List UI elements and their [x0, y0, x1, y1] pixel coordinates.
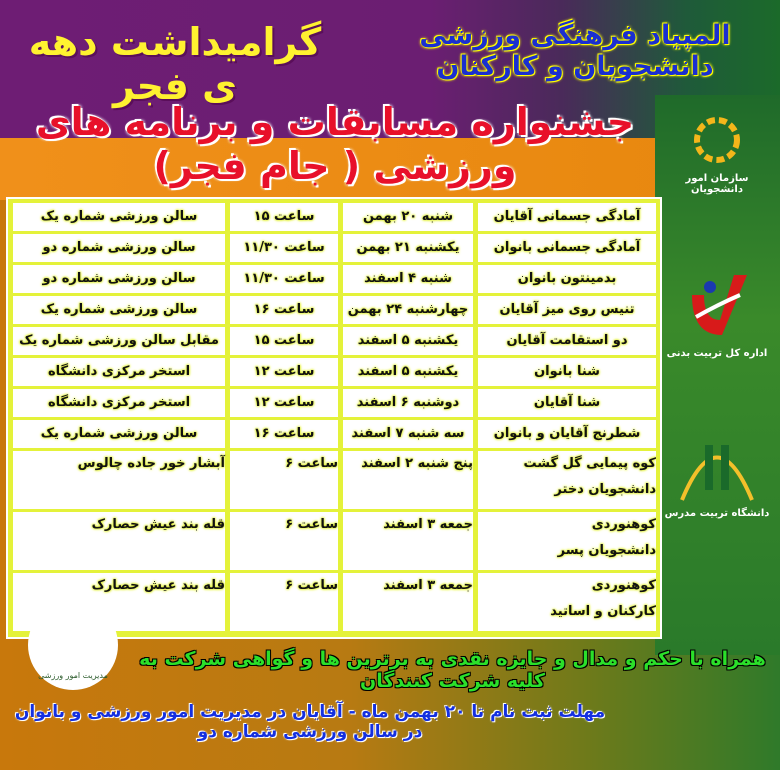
- activity-line: دانشجویان دختر: [554, 482, 656, 497]
- place-cell: سالن ورزشی شماره یک: [13, 296, 225, 324]
- university-logo: [662, 425, 772, 519]
- date-cell: جمعه ۳ اسفند: [343, 512, 473, 570]
- activity-cell: [478, 265, 656, 293]
- pe-emblem-icon: [682, 265, 752, 345]
- time-cell: ساعت ۱۶: [230, 296, 338, 324]
- activity-cell: [478, 451, 656, 509]
- table-row: [12, 420, 656, 448]
- date-cell: شنبه ۲۰ بهمن: [343, 203, 473, 231]
- date-cell: سه شنبه ۷ اسفند: [343, 420, 473, 448]
- pe-office-label: اداره کل تربیت بدنی: [666, 348, 768, 359]
- sports-mgmt-label: مدیریت امور ورزشی: [38, 671, 108, 680]
- place-cell: آبشار خور جاده چالوس: [13, 451, 225, 509]
- activity-cell: [478, 296, 656, 324]
- activity-cell: [478, 573, 656, 631]
- sports-mgmt-logo: [28, 600, 118, 690]
- place-cell: سالن ورزشی شماره دو: [13, 265, 225, 293]
- activity-cell: [478, 389, 656, 417]
- table-row: [12, 358, 656, 386]
- table-row: [12, 296, 656, 324]
- table-row: [12, 451, 656, 509]
- place-cell: سالن ورزشی شماره یک: [13, 203, 225, 231]
- time-cell: ساعت ۶: [230, 512, 338, 570]
- activity-cell: [478, 234, 656, 262]
- activity-line: بدمینتون بانوان: [517, 271, 617, 286]
- activity-line: کوه پیمایی گل گشت: [523, 456, 656, 471]
- place-cell: استخر مرکزی دانشگاه: [13, 358, 225, 386]
- students-org-logo: [662, 110, 772, 195]
- time-cell: ساعت ۱۱/۳۰: [230, 234, 338, 262]
- students-org-label: سازمان امور دانشجویان: [685, 173, 749, 195]
- date-cell: یکشنبه ۵ اسفند: [343, 358, 473, 386]
- place-cell: سالن ورزشی شماره یک: [13, 420, 225, 448]
- activity-cell: [478, 327, 656, 355]
- date-cell: دوشنبه ۶ اسفند: [343, 389, 473, 417]
- prizes-note: همراه با حکم و مدال و جایزه نقدی به برترین ها و گواهی شرکت به کلیه شرکت کنندگان: [139, 648, 766, 692]
- table-row: [12, 327, 656, 355]
- place-cell: سالن ورزشی شماره دو: [13, 234, 225, 262]
- date-cell: یکشنبه ۲۱ بهمن: [343, 234, 473, 262]
- table-row: [12, 389, 656, 417]
- date-cell: جمعه ۳ اسفند: [343, 573, 473, 631]
- activity-line: تنیس روی میز آقایان: [499, 302, 635, 317]
- activity-line: آمادگی جسمانی آقایان: [493, 209, 641, 224]
- activity-line: آمادگی جسمانی بانوان: [493, 240, 641, 255]
- pe-office-logo: [662, 265, 772, 359]
- schedule-table: [6, 197, 662, 639]
- date-cell: شنبه ۴ اسفند: [343, 265, 473, 293]
- activity-line: کوهنوردی: [591, 517, 656, 532]
- activity-line: شطرنج آقایان و بانوان: [493, 426, 641, 441]
- place-cell: قله بند عیش حصارک: [13, 512, 225, 570]
- activity-cell: [478, 420, 656, 448]
- date-cell: پنج شنبه ۲ اسفند: [343, 451, 473, 509]
- celebration-title: گرامیداشت دهه ی فجر: [28, 20, 322, 108]
- table-row: [12, 203, 656, 231]
- olympiad-title: المپیاد فرهنگی ورزشی دانشجویان و کارکنان: [419, 20, 731, 82]
- activity-cell: [478, 512, 656, 570]
- place-cell: مقابل سالن ورزشی شماره یک: [13, 327, 225, 355]
- activity-line: شنا بانوان: [534, 364, 600, 379]
- activity-cell: [478, 203, 656, 231]
- university-emblem-icon: [677, 425, 757, 505]
- time-cell: ساعت ۱۵: [230, 203, 338, 231]
- activity-line: کارکنان و اساتید: [550, 604, 656, 619]
- activity-cell: [478, 358, 656, 386]
- place-cell: قله بند عیش حصارک: [13, 573, 225, 631]
- activity-line: کوهنوردی: [591, 578, 656, 593]
- registration-note: مهلت ثبت نام تا ۲۰ بهمن ماه - آقایان در مدیریت امور ورزشی و بانوان در سالن ورزشی شماره دو: [14, 702, 606, 742]
- table-row: [12, 234, 656, 262]
- activity-line: دانشجویان پسر: [557, 543, 656, 558]
- time-cell: ساعت ۱۶: [230, 420, 338, 448]
- date-cell: چهارشنبه ۲۴ بهمن: [343, 296, 473, 324]
- time-cell: ساعت ۶: [230, 451, 338, 509]
- time-cell: ساعت ۱۵: [230, 327, 338, 355]
- time-cell: ساعت ۱۲: [230, 358, 338, 386]
- table-row: [12, 265, 656, 293]
- university-label: دانشگاه تربیت مدرس: [664, 508, 770, 519]
- time-cell: ساعت ۶: [230, 573, 338, 631]
- festival-title: جشنواره مسابقات و برنامه های ورزشی ( جام فجر): [35, 100, 635, 188]
- table-row: [12, 512, 656, 570]
- time-cell: ساعت ۱۲: [230, 389, 338, 417]
- time-cell: ساعت ۱۱/۳۰: [230, 265, 338, 293]
- date-cell: یکشنبه ۵ اسفند: [343, 327, 473, 355]
- sun-emblem-icon: [687, 110, 747, 170]
- activity-line: دو استقامت آقایان: [506, 333, 628, 348]
- place-cell: استخر مرکزی دانشگاه: [13, 389, 225, 417]
- activity-line: شنا آقایان: [533, 395, 601, 410]
